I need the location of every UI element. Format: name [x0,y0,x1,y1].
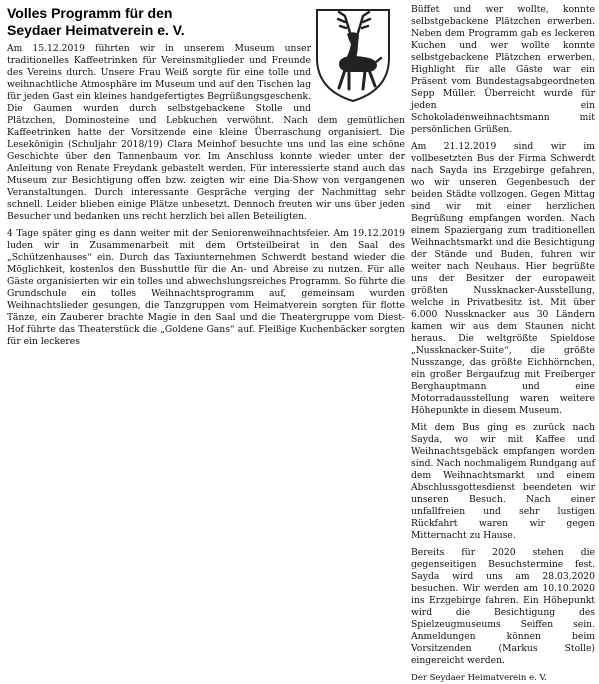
paragraph-seniorenweihnachtsfeier: 4 Tage später ging es dann weiter mit der Seniorenweihnachtsfeier. Am 19.12.2019 luden wir in Zusammenarbeit mit dem Ortsteilbeirat in den Saal des „Schützenhauses“ ein. Durch das Taxiunternehmen Schwerdt bestand wieder die Möglichkeit, kostenlos den Busshuttle für die An- und Abreise zu nutzen. Für alle Gäste organisierten wir ein tolles und abwechslungsreiches Programm. So führte die Grundschule ein tolles Weihnachtsprogramm auf, gemeinsam wurden Weihnachtslieder gesungen, die Tanzgruppen vom Heimatverein sorgten für flotte Tänze, ein Zauberer brachte Magie in den Saal und die Theatergruppe vom Diest-Hof führte das Theaterstück die „Goldene Gans“ auf. Fleißige Kuchenbäcker sorgten für ein leckeres [7,228,405,347]
signature: Der Seydaer Heimatverein e. V. [411,673,547,683]
left-column [7,43,405,353]
paragraph-erzgebirge-fahrt: Am 21.12.2019 sind wir im vollbesetzten Bus der Firma Schwerdt nach Sayda ins Erzgebirge gefahren, wo wir unseren Gegenbesuch der beiden Städte vollzogen. Gegen Mittag sind wir mit einer herzlichen Begrüßung empfangen worden. Nach einem Spaziergang zum traditionellen Weihnachtsmarkt und die Besichtigung der Stände und Buden, fuhren wir weiter nach Neuhaus. Hier begrüßte uns der Besitzer der europaweit größten Nussknacker-Ausstellung, welche in Privatbesitz ist. Mit über 6.000 Nussknacker aus 30 Ländern kamen wir aus dem Staunen nicht heraus. Die weltgrößte Spieldose „Nussknacker-Suite“, die größte Nusszange, das größte Eichhörnchen, ein großer Bergaufzug mit Freiberger Berghauptmann und eine Motorradausstellung waren weitere Höhepunkte in diesem Museum. [411,141,595,416]
paragraph-rueckfahrt: Mit dem Bus ging es zurück nach Sayda, wo wir mit Kaffee und Weihnachtsgebäck empfangen worden sind. Nach nochmaligem Rundgang auf dem Weihnachtsmarkt und einem Abschlussgottesdienst beendeten wir unseren Besuch. Nach einer unfallfreien und sehr lustigen Rückfahrt waren wir gegen Mitternacht zu Hause. [411,422,595,541]
paragraph-termine-2020: Bereits für 2020 stehen die gegenseitigen Besuchstermine fest. Sayda wird uns am 28.03.2020 besuchen. Wir werden am 10.10.2020 ins Erzgebirge fahren. Ein Höhepunkt wird die Besichtigung des Spielzeugmuseums Seiffen sein. Anmeldungen können beim Vorsitzenden (Markus Stolle) eingereicht werden. [411,547,595,666]
paragraph-kaffeetrinken: Am 15.12.2019 führten wir in unserem Museum unser traditionelles Kaffeetrinken für Vereinsmitglieder und Freunde des Vereins durch. Unsere Frau Weiß sorgte für eine tolle und weihnachtliche Atmosphäre im Museum und auf den Tischen lag für jeden Gast ein kleines handgefertigtes Begrüßungsgeschenk. Die Gaumen wurden durch selbstgebackene Stolle und Plätzchen, Dominosteine und Lebkuchen verwöhnt. Nach dem gemütlichen Kaffeetrinken hatte der Vorsitzende eine kleine Überraschung organisiert. Die Lesekönigin (Schuljahr 2018/19) Clara Meinhof besuchte uns und las eine schöne Geschichte über den Tannenbaum vor. Im Anschluss konnte wieder unter der Anleitung von Renate Freydank gebastelt werden. Für interessierte stand auch das Museum zur Besichtigung offen bzw. zeigten wir eine Dia-Show von vergangenen Veranstaltungen. Durch interessante Gespräche verging der Nachmittag sehr schnell. Leider blieben einige Plätze unbesetzt. Dennoch freuten wir uns über jeden Besucher und bedanken uns recht herzlich bei allen Beteiligten. [7,43,405,222]
article-title [7,5,307,39]
title-line-1: Volles Programm für den [7,5,173,21]
title-line-2: Seydaer Heimatverein e. V. [7,22,185,38]
paragraph-bueffet: Büffet und wer wollte, konnte selbstgebackene Plätzchen erwerben. Neben dem Programm gab es leckeren Kuchen und wer wollte konnte selbstgebackene Plätzchen erwerben. Highlight für alle Gäste war ein Präsent vom Bundestagsabgeordneten Sepp Müller. Überreicht wurde für jeden ein Schokoladenweihnachtsmann mit persönlichen Grüßen. [411,4,595,135]
right-column [411,4,595,684]
crest-spacer [311,43,405,104]
